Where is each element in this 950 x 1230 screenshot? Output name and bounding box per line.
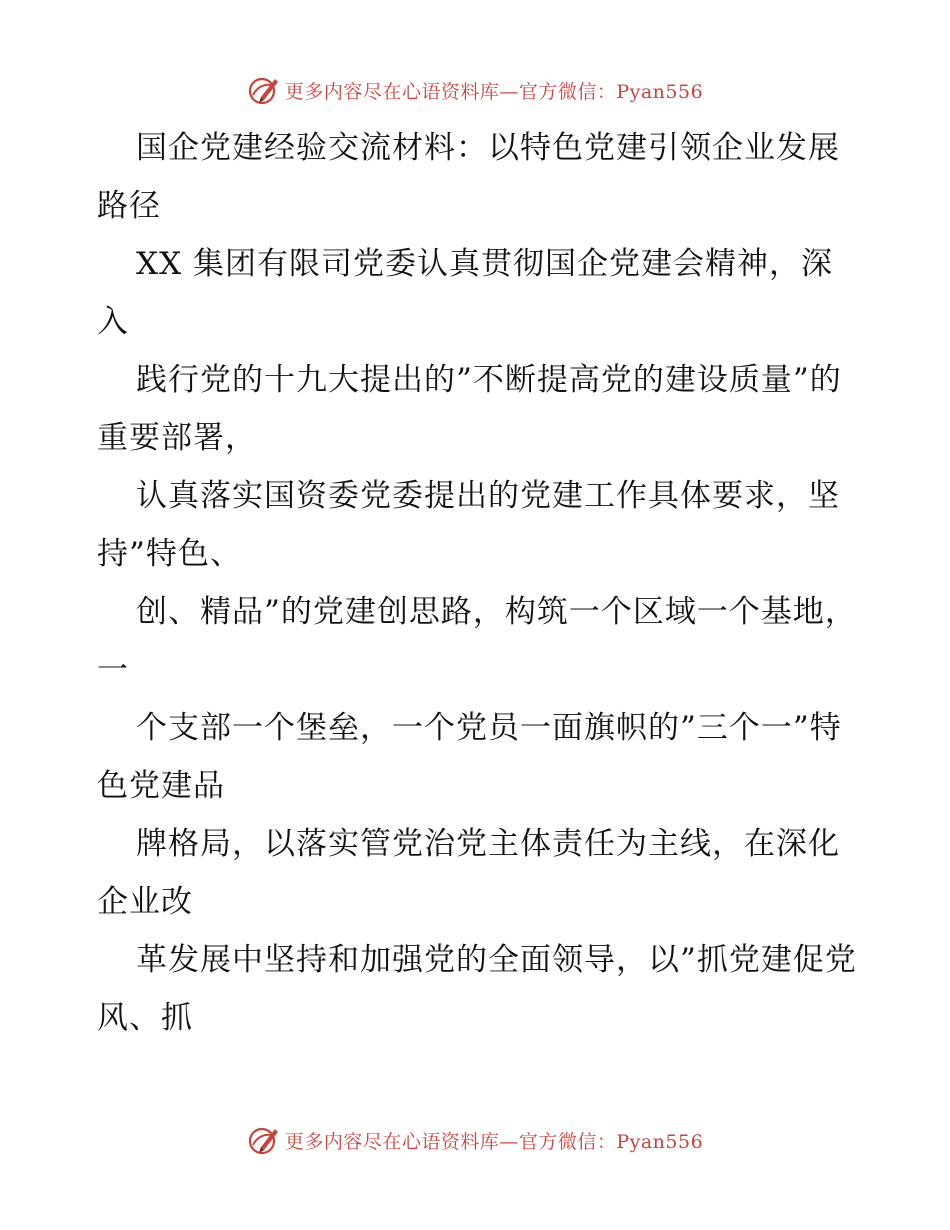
pen-logo-icon [247,73,281,107]
body-paragraph: 创、精品”的党建创思路，构筑一个区域一个基地，一 [97,594,857,688]
body-paragraph: 践行党的十九大提出的”不断提高党的建设质量”的重要部署， [97,362,842,456]
body-paragraph: 革发展中坚持和加强党的全面领导，以”抓党建促党风、抓 [97,942,857,1036]
header-watermark-banner [0,70,950,110]
body-paragraph: XX 集团有限司党委认真贯彻国企党建会精神，深入 [97,246,833,340]
body-paragraph: 牌格局，以落实管党治党主体责任为主线，在深化企业改 [97,826,840,920]
document-title-paragraph: 国企党建经验交流材料：以特色党建引领企业发展路径 [97,130,840,224]
footer-watermark-text: 更多内容尽在心语资料库—官方微信：Pyan556 [284,1130,704,1153]
document-body [97,119,857,1047]
pen-logo-icon [247,1123,281,1157]
body-paragraph: 个支部一个堡垒，一个党员一面旗帜的”三个一”特色党建品 [97,710,842,804]
footer-watermark-banner [0,1120,950,1160]
body-paragraph: 认真落实国资委党委提出的党建工作具体要求，坚持”特色、 [97,478,840,572]
header-watermark-text: 更多内容尽在心语资料库—官方微信：Pyan556 [284,80,704,103]
